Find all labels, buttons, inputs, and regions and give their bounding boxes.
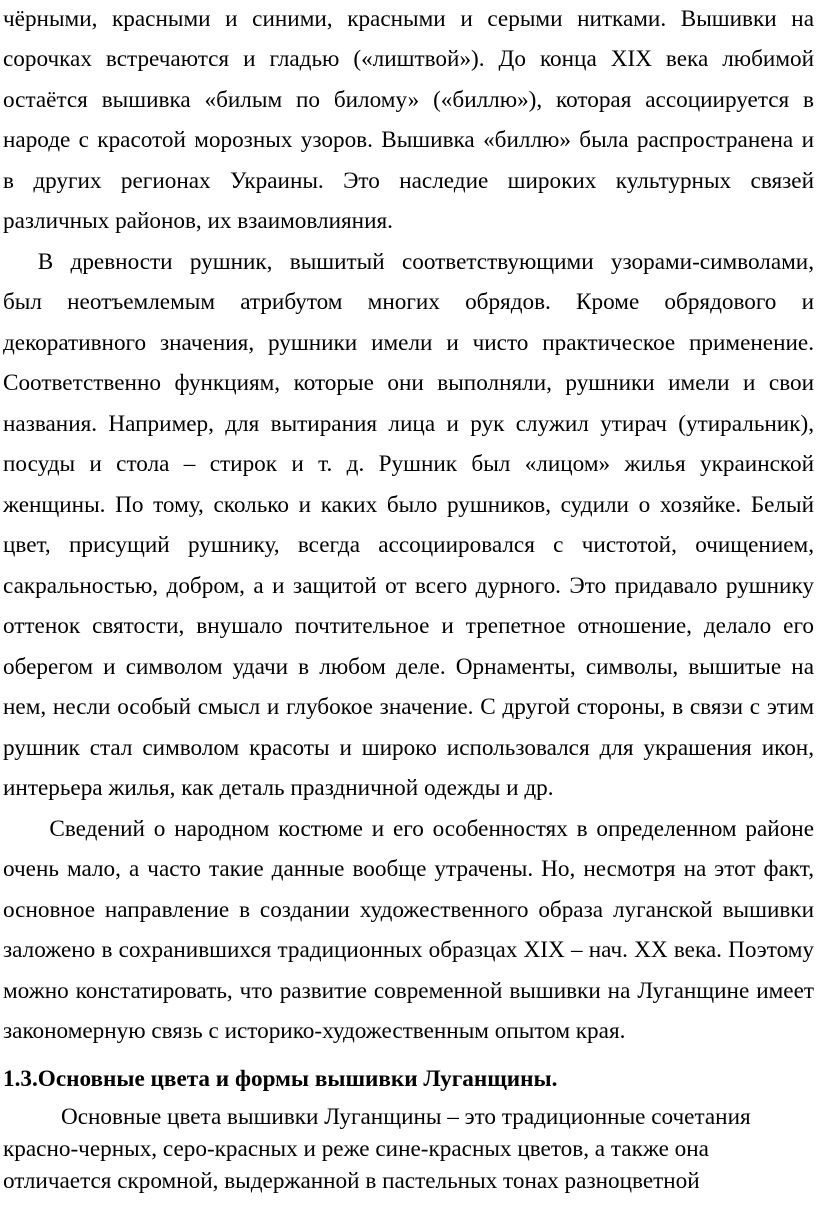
final-paragraph-line: Основные цвета вышивки Луганщины – это традиционные сочетания bbox=[3, 1104, 751, 1130]
paragraph-1-line: чёрными, красными и синими, красными и серыми нитками. Вышивки на bbox=[3, 6, 814, 32]
paragraph-2-line: В древности рушник, вышитый соответствующими узорами-символами, bbox=[3, 249, 814, 275]
paragraph-2-line: оберегом и символом удачи в любом деле. Орнаменты, символы, вышитые на bbox=[3, 654, 814, 680]
paragraph-2-line: посуды и стола – стирок и т. д. Рушник был «лицом» жилья украинской bbox=[3, 451, 814, 477]
paragraph-2-line: цвет, присущий рушнику, всегда ассоциировался с чистотой, очищением, bbox=[3, 532, 814, 558]
paragraph-2-line: названия. Например, для вытирания лица и рук служил утирач (утиральник), bbox=[3, 411, 814, 437]
paragraph-1-line: различных районов, их взаимовлияния. bbox=[3, 208, 393, 234]
section-heading: 1.3.Основные цвета и формы вышивки Луганщины. bbox=[3, 1066, 558, 1092]
paragraph-2-line: нем, несли особый смысл и глубокое значение. С другой стороны, в связи с этим bbox=[3, 694, 814, 720]
paragraph-1-line: сорочках встречаются и гладью («лиштвой»). До конца XIX века любимой bbox=[3, 46, 814, 72]
final-paragraph-line: отличается скромной, выдержанной в пастельных тонах разноцветной bbox=[3, 1168, 700, 1194]
paragraph-3-line: закономерную связь с историко-художественным опытом края. bbox=[3, 1018, 626, 1044]
paragraph-2-line: женщины. По тому, сколько и каких было рушников, судили о хозяйке. Белый bbox=[3, 492, 814, 518]
paragraph-2-line: оттенок святости, внушало почтительное и трепетное отношение, делало его bbox=[3, 613, 814, 639]
paragraph-2-line: интерьера жилья, как деталь праздничной одежды и др. bbox=[3, 775, 554, 801]
paragraph-3-line: основное направление в создании художественного образа луганской вышивки bbox=[3, 897, 814, 923]
paragraph-3-line: Сведений о народном костюме и его особенностях в определенном районе bbox=[3, 816, 814, 842]
paragraph-2-line: сакральностью, добром, а и защитой от всего дурного. Это придавало рушнику bbox=[3, 573, 814, 599]
paragraph-2-line: Соответственно функциям, которые они выполняли, рушники имели и свои bbox=[3, 370, 814, 396]
paragraph-1-line: в других регионах Украины. Это наследие широких культурных связей bbox=[3, 168, 814, 194]
paragraph-3-line: можно констатировать, что развитие современной вышивки на Луганщине имеет bbox=[3, 978, 814, 1004]
paragraph-1-line: народе с красотой морозных узоров. Вышивка «биллю» была распространена и bbox=[3, 127, 814, 153]
final-paragraph-line: красно-черных, серо-красных и реже сине-красных цветов, а также она bbox=[3, 1136, 709, 1162]
paragraph-2-line: рушник стал символом красоты и широко использовался для украшения икон, bbox=[3, 735, 814, 761]
paragraph-1-line: остаётся вышивка «билым по билому» («биллю»), которая ассоциируется в bbox=[3, 87, 814, 113]
paragraph-2-line: был неотъемлемым атрибутом многих обрядов. Кроме обрядового и bbox=[3, 289, 814, 315]
paragraph-3-line: заложено в сохранившихся традиционных образцах XIX – нач. XX века. Поэтому bbox=[3, 937, 814, 963]
paragraph-2-line: декоративного значения, рушники имели и чисто практическое применение. bbox=[3, 330, 814, 356]
paragraph-3-line: очень мало, а часто такие данные вообще утрачены. Но, несмотря на этот факт, bbox=[3, 856, 814, 882]
